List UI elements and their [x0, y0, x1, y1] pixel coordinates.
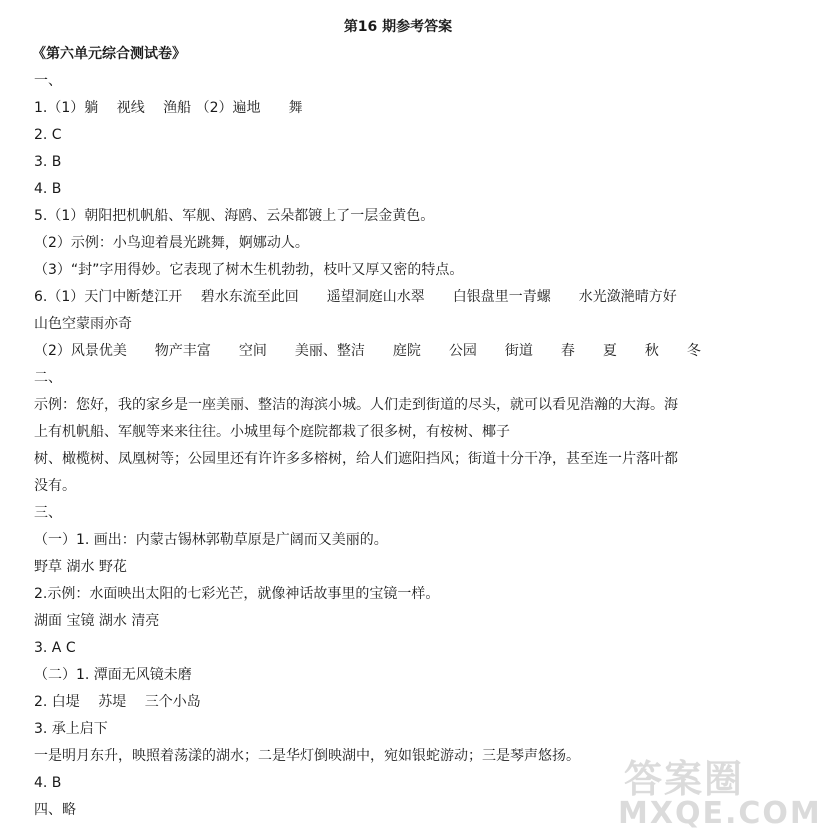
watermark-top-text: 答案圈 — [624, 757, 745, 801]
text-line: 4. B — [34, 181, 62, 197]
text-line: 四、略 — [34, 802, 76, 818]
page-title: 第16 期参考答案 — [343, 19, 453, 35]
text-line: 湖面 宝镜 湖水 清亮 — [34, 613, 160, 629]
text-line: 树、橄榄树、凤凰树等；公园里还有许许多多榕树，给人们遮阳挡风；街道十分干净，甚至连一片落叶都 — [34, 451, 678, 467]
text-line: 一、 — [34, 73, 62, 89]
text-line: 3. B — [34, 154, 62, 170]
text-line: 上有机帆船、军舰等来来往往。小城里每个庭院都栽了很多树，有桉树、椰子 — [34, 424, 510, 440]
text-line: 2. C — [34, 127, 62, 143]
text-line: （3）“封”字用得妙。它表现了树木生机勃勃，枝叶又厚又密的特点。 — [34, 262, 464, 278]
text-line: 3. 承上启下 — [34, 721, 108, 737]
section-heading: 《第六单元综合测试卷》 — [32, 46, 186, 62]
text-line: （二）1. 潭面无风镜未磨 — [34, 667, 192, 683]
text-line: 没有。 — [34, 478, 76, 494]
text-line: 3. A C — [34, 640, 76, 656]
text-line: （一）1. 画出：内蒙古锡林郭勒草原是广阔而又美丽的。 — [34, 532, 388, 548]
watermark-bottom-text: MXQE.COM — [618, 796, 822, 831]
text-line: 野草 湖水 野花 — [34, 559, 127, 575]
text-line: （2）示例：小鸟迎着晨光跳舞，婀娜动人。 — [34, 235, 309, 251]
text-line: 一是明月东升，映照着荡漾的湖水；二是华灯倒映湖中，宛如银蛇游动；三是琴声悠扬。 — [34, 748, 580, 764]
text-line: 2. 白堤 苏堤 三个小岛 — [34, 694, 201, 710]
text-line: 5.（1）朝阳把机帆船、军舰、海鸥、云朵都镀上了一层金黄色。 — [34, 208, 435, 224]
text-line: 1.（1）躺 视线 渔船 （2）遍地 舞 — [34, 100, 303, 116]
text-line: 二、 — [34, 370, 62, 386]
text-line: 示例：您好，我的家乡是一座美丽、整洁的海滨小城。人们走到街道的尽头，就可以看见浩瀚的大海。海 — [34, 397, 678, 413]
watermark-logo — [618, 748, 822, 834]
text-line: （2）风景优美 物产丰富 空间 美丽、整洁 庭院 公园 街道 春 夏 秋 冬 — [34, 343, 701, 359]
text-line: 2.示例：水面映出太阳的七彩光芒，就像神话故事里的宝镜一样。 — [34, 586, 440, 602]
text-line: 三、 — [34, 505, 62, 521]
text-line: 山色空蒙雨亦奇 — [34, 316, 132, 332]
text-line: 6.（1）天门中断楚江开 碧水东流至此回 遥望洞庭山水翠 白银盘里一青螺 水光潋滟晴方好 — [34, 289, 677, 305]
text-line: 4. B — [34, 775, 62, 791]
